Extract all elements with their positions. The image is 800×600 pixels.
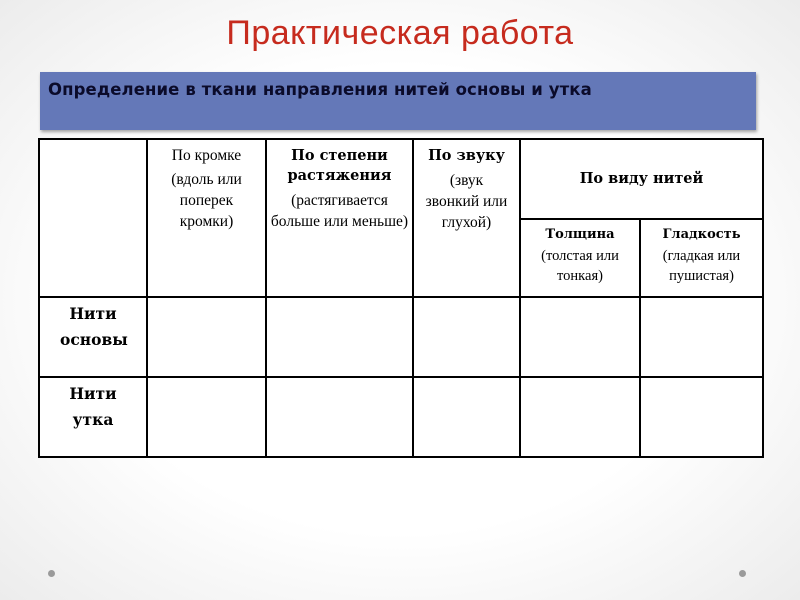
table-cell [520,377,640,457]
header-sound [413,139,520,297]
header-edge [147,139,266,297]
row-label-cell [39,297,147,377]
header-thickness-title: Толщина [545,227,615,242]
subtitle-text: Определение в ткани направления нитей основы и утка [48,80,592,99]
corner-cell [39,139,147,297]
table-cell [147,297,266,377]
table-cell [640,377,763,457]
table-cell [266,297,413,377]
table-cell [266,377,413,457]
table-cell [640,297,763,377]
bullet-dot-right [739,570,746,577]
bullet-dot-left [48,570,55,577]
table-cell [147,377,266,457]
subtitle-banner [40,72,756,130]
row-label: Нити основы [60,304,128,349]
header-edge-note: (вдоль или поперек кромки) [171,171,242,230]
header-edge-title: По кромке [171,147,242,164]
header-smoothness-title: Гладкость [662,227,741,242]
table-row [39,377,763,457]
header-thickness [520,219,640,297]
table-cell [520,297,640,377]
table-row [39,297,763,377]
table-cell [413,297,520,377]
header-thickness-note: (толстая или тонкая) [541,248,619,284]
header-threads-title: По виду нитей [579,170,704,187]
header-stretch [266,139,413,297]
header-stretch-title: По степени растяжения [287,147,392,184]
row-label: Нити утка [69,384,117,429]
table-cell [413,377,520,457]
header-smoothness [640,219,763,297]
row-label-cell [39,377,147,457]
fabric-table [38,138,764,458]
header-sound-title: По звуку [428,147,505,164]
header-smoothness-note: (гладкая или пушистая) [662,248,741,284]
header-stretch-note: (растягивается больше или меньше) [270,192,409,230]
header-sound-note: (звук звонкий или глухой) [425,172,508,231]
header-threads [520,139,763,219]
slide-title: Практическая работа [226,14,574,52]
